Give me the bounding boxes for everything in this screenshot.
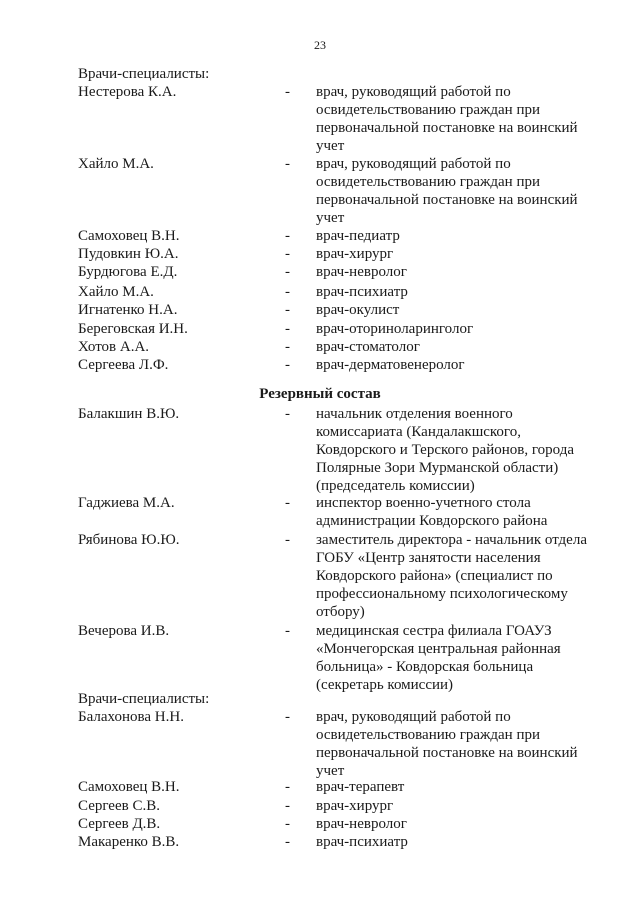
member-name: Игнатенко Н.А. [78,302,178,318]
member-name: Макаренко В.В. [78,834,180,850]
member-role-line: Ковдорского и Терского районов, города [316,442,574,458]
member-role-line: врач-невролог [316,264,407,280]
member-role-line: врач, руководящий работой по [316,156,511,172]
member-name: Хотов А.А. [78,339,150,355]
member-role-line: комиссариата (Кандалакшского, [316,424,521,440]
member-name: Сергеев С.В. [78,798,160,814]
dash-separator: - [285,284,290,300]
member-role-line: врач-оториноларинголог [316,321,474,337]
member-name: Хайло М.А. [78,156,154,172]
member-role-line: профессиональному психологическому [316,586,568,602]
dash-separator: - [285,84,290,100]
member-role-line: медицинская сестра филиала ГОАУЗ [316,623,552,639]
member-name: Рябинова Ю.Ю. [78,532,180,548]
reserve-title: Резервный состав [259,386,381,402]
dash-separator: - [285,495,290,511]
dash-separator: - [285,779,290,795]
member-role-line: учет [316,210,345,226]
member-role-line: начальник отделения военного [316,406,513,422]
member-role-line: больница» - Ковдорская больница [316,659,534,675]
member-name: Самоховец В.Н. [78,228,180,244]
member-role-line: Ковдорского района» (специалист по [316,568,553,584]
member-name: Береговская И.Н. [78,321,188,337]
member-role-line: врач-педиатр [316,228,400,244]
dash-separator: - [285,228,290,244]
member-role-line: врач, руководящий работой по [316,709,511,725]
member-role-line: администрации Ковдорского района [316,513,548,529]
member-role-line: врач-психиатр [316,834,408,850]
member-role-line: врач-психиатр [316,284,408,300]
member-name: Бурдюгова Е.Д. [78,264,178,280]
dash-separator: - [285,532,290,548]
member-role-line: первоначальной постановке на воинский [316,745,578,761]
member-role-line: врач, руководящий работой по [316,84,511,100]
member-name: Пудовкин Ю.А. [78,246,179,262]
member-role-line: инспектор военно-учетного стола [316,495,531,511]
member-role-line: учет [316,763,345,779]
section-heading: Врачи-специалисты: [78,691,210,707]
member-name: Балахонова Н.Н. [78,709,184,725]
dash-separator: - [285,357,290,373]
member-role-line: освидетельствованию граждан при [316,174,541,190]
member-name: Сергеева Л.Ф. [78,357,169,373]
member-role-line: врач-терапевт [316,779,405,795]
member-role-line: освидетельствованию граждан при [316,102,541,118]
member-role-line: отбору) [316,604,365,620]
member-role-line: «Мончегорская центральная районная [316,641,561,657]
member-name: Сергеев Д.В. [78,816,161,832]
dash-separator: - [285,834,290,850]
member-role-line: освидетельствованию граждан при [316,727,541,743]
member-role-line: первоначальной постановке на воинский [316,192,578,208]
member-name: Самоховец В.Н. [78,779,180,795]
dash-separator: - [285,623,290,639]
member-role-line: ГОБУ «Центр занятости населения [316,550,541,566]
dash-separator: - [285,339,290,355]
member-role-line: Полярные Зори Мурманской области) [316,460,559,476]
member-role-line: врач-окулист [316,302,400,318]
member-role-line: учет [316,138,345,154]
member-role-line: (председатель комиссии) [316,478,475,494]
page-number: 23 [314,38,326,52]
member-name: Нестерова К.А. [78,84,177,100]
dash-separator: - [285,321,290,337]
member-name: Гаджиева М.А. [78,495,175,511]
member-name: Хайло М.А. [78,284,154,300]
member-role-line: врач-хирург [316,798,394,814]
member-role-line: врач-хирург [316,246,394,262]
dash-separator: - [285,302,290,318]
member-name: Балакшин В.Ю. [78,406,180,422]
member-role-line: заместитель директора - начальник отдела [316,532,587,548]
dash-separator: - [285,798,290,814]
member-name: Вечерова И.В. [78,623,170,639]
dash-separator: - [285,816,290,832]
dash-separator: - [285,246,290,262]
section-heading: Врачи-специалисты: [78,66,210,82]
member-role-line: врач-стоматолог [316,339,420,355]
member-role-line: (секретарь комиссии) [316,677,454,693]
member-role-line: врач-невролог [316,816,407,832]
dash-separator: - [285,264,290,280]
dash-separator: - [285,156,290,172]
dash-separator: - [285,709,290,725]
dash-separator: - [285,406,290,422]
member-role-line: врач-дерматовенеролог [316,357,465,373]
member-role-line: первоначальной постановке на воинский [316,120,578,136]
